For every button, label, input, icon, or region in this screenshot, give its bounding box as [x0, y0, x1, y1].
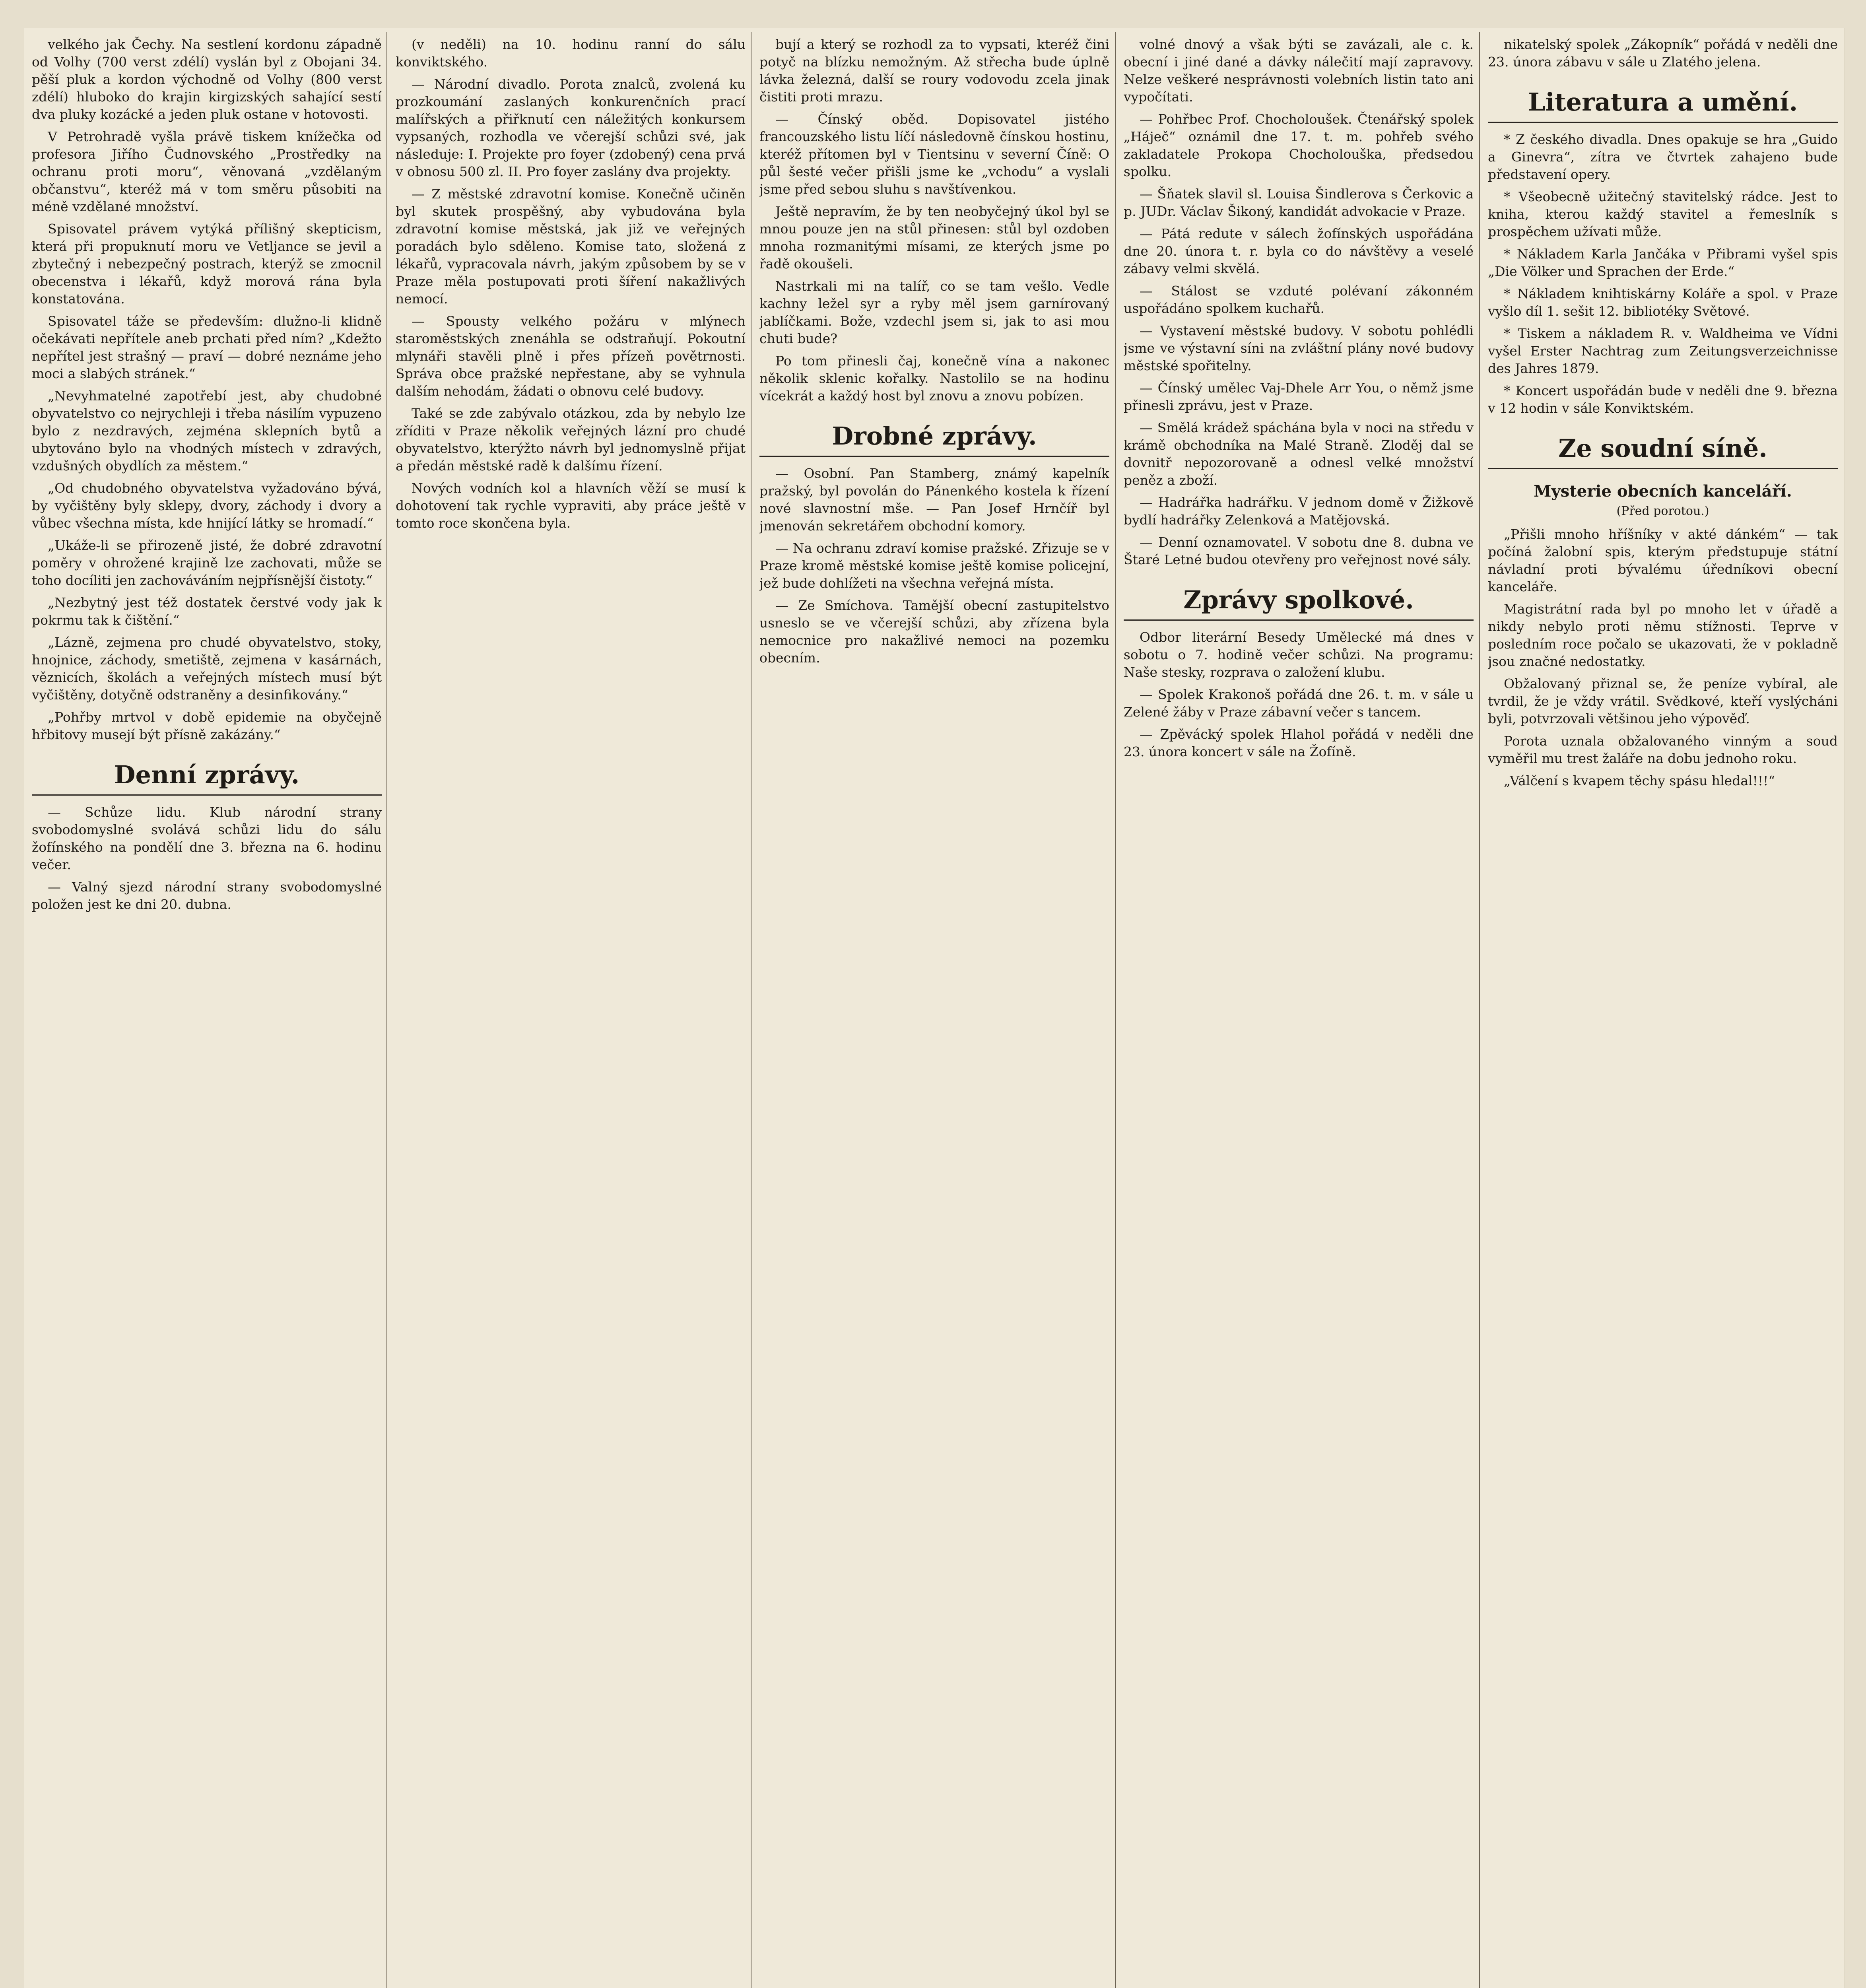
- article-paragraph: — Čínský oběd. Dopisovatel jistého francouzského listu líčí následovně čínskou hostinu, kteréž přítomen byl v Tientsinu v severní Číně: O půl šesté večer přišli jsme ke „vchodu“ a vyslali jsme před sebou sluhu s navštívenkou.: [759, 111, 1109, 197]
- article-paragraph: Spisovatel táže se především: dlužno-li klidně očekávati nepřítele aneb prchati před ním? „Kdežto nepřítel jest strašný — praví — dobré neznáme jeho moci a slabých stránek.“: [32, 313, 382, 381]
- article-paragraph: — Ze Smíchova. Tamější obecní zastupitelstvo usneslo se ve včerejší schůzi, aby zřízena byla nemocnice pro nakažlivé nemoci na pozemku obecním.: [759, 598, 1109, 666]
- article-paragraph: * Koncert uspořádán bude v neděli dne 9. března v 12 hodin v sále Konviktském.: [1488, 383, 1838, 416]
- article-paragraph: * Nákladem knihtiskárny Koláře a spol. v Praze vyšlo díl 1. sešit 12. bibliotéky Světové.: [1488, 286, 1838, 319]
- article-paragraph: Porota uznala obžalovaného vinným a soud vyměřil mu trest žaláře na dobu jednoho roku.: [1488, 733, 1838, 766]
- article-paragraph: — Spolek Krakonoš pořádá dne 26. t. m. v sále u Zelené žáby v Praze zábavní večer s tancem.: [1124, 687, 1474, 720]
- article-paragraph: — Národní divadlo. Porota znalců, zvolená ku prozkoumání zaslaných konkurenčních prací malířských a přiřknutí cen náležitých konkursem vypsaných, rozhodla ve včerejší schůzi své, jak následuje: I. Projekte pro foyer (zdobený) cena prvá v obnosu 500 zl. II. Pro foyer zaslány dva projekty.: [396, 76, 746, 179]
- article-paragraph: „Lázně, zejmena pro chudé obyvatelstvo, stoky, hnojnice, záchody, smetiště, zejmena v kasárnách, věznicích, školách a veřejných místech musí být vyčištěny, dotyčně odstraněny a desinfikovány.“: [32, 635, 382, 703]
- article-paragraph: „Ukáže-li se přirozeně jisté, že dobré zdravotní poměry v ohrožené krajině lze zachovati, může se toho docíliti jen zachováváním nejpřísnější čistoty.“: [32, 538, 382, 588]
- article-paragraph: — Spousty velkého požáru v mlýnech staroměstských znenáhla se odstraňují. Pokoutní mlynáři stavěli plně i přes přízeň povětrnosti. Správa obce pražské nepřestane, aby se vyhnula dalším nehodám, žádati o obnovu celé budovy.: [396, 313, 746, 399]
- article-paragraph: Nových vodních kol a hlavních věží se musí k dohotovení tak rychle vypraviti, aby práce ještě v tomto roce skončena byla.: [396, 480, 746, 531]
- article-paragraph: — Denní oznamovatel. V sobotu dne 8. dubna ve Štaré Letné budou otevřeny pro veřejnost nové sály.: [1124, 534, 1474, 567]
- article-paragraph: „Od chudobného obyvatelstva vyžadováno bývá, by vyčištěny byly sklepy, dvory, záchody i dvory a vůbec všechna místa, kde hnijící látky se hromadí.“: [32, 480, 382, 531]
- article-paragraph: nikatelský spolek „Zákopník“ pořádá v neděli dne 23. února zábavu v sále u Zlatého jelena.: [1488, 37, 1838, 70]
- article-paragraph: Po tom přinesli čaj, konečně vína a nakonec několik sklenic kořalky. Nastolilo se na hodinu vícekrát a každý host byl znovu a znovu pobízen.: [759, 353, 1109, 404]
- article-paragraph: * Všeobecně užitečný stavitelský rádce. Jest to kniha, kterou každý stavitel a řemeslník s prospěchem užívati může.: [1488, 189, 1838, 239]
- newspaper-page: [24, 28, 1845, 1988]
- column-4: [1124, 36, 1474, 1988]
- section-heading-drobne-zpravy: Drobné zprávy.: [759, 421, 1109, 457]
- column-2: [396, 36, 746, 1988]
- article-paragraph: „Přišli mnoho hříšníky v akté dánkém“ — tak počíná žalobní spis, kterým předstupuje státní návladní proti bývalému úředníkovi obecní kanceláře.: [1488, 526, 1838, 594]
- column-1: [32, 36, 382, 1988]
- article-paragraph: — Šňatek slavil sl. Louisa Šindlerova s Čerkovic a p. JUDr. Václav Šikoný, kandidát advokacie v Praze.: [1124, 186, 1474, 219]
- article-paragraph: Nastrkali mi na talíř, co se tam vešlo. Vedle kachny ležel syr a ryby měl jsem garnírovaný jablíčkami. Bože, vzdechl jsem si, jak to asi mou chuti bude?: [759, 278, 1109, 346]
- article-paragraph: bují a který se rozhodl za to vypsati, kteréž čini potyč na blízku nemožným. Až střecha bude úplně lávka železná, další se roury vodovodu zcela jinak čistiti proti mrazu.: [759, 37, 1109, 105]
- section-heading-zpravy-spolkove: Zprávy spolkové.: [1124, 584, 1474, 621]
- article-paragraph: — Čínský umělec Vaj-Dhele Arr You, o němž jsme přinesli zprávu, jest v Praze.: [1124, 380, 1474, 413]
- article-paragraph: — Schůze lidu. Klub národní strany svobodomyslné svolává schůzi lidu do sálu žofínského na pondělí dne 3. března na 6. hodinu večer.: [32, 804, 382, 872]
- article-paragraph: V Petrohradě vyšla právě tiskem knížečka od profesora Jiřího Čudnovského „Prostředky na ochranu proti moru“, věnovaná „vzdělaným občanstvu“, kteréž má v tom směru působiti na méně vzdělané množství.: [32, 129, 382, 214]
- article-paragraph: „Pohřby mrtvol v době epidemie na obyčejně hřbitovy musejí být přísně zakázány.“: [32, 709, 382, 742]
- article-paragraph: Ještě nepravím, že by ten neobyčejný úkol byl se mnou pouze jen na stůl přinesen: stůl byl ozdoben mnoha rozmanitými mísami, ze kterých jsme po řadě okoušeli.: [759, 204, 1109, 272]
- article-paragraph: * Nákladem Karla Jančáka v Přibrami vyšel spis „Die Völker und Sprachen der Erde.“: [1488, 246, 1838, 279]
- column-rule: [1479, 32, 1480, 1988]
- article-paragraph: „Nezbytný jest též dostatek čerstvé vody jak k pokrmu tak k čištění.“: [32, 595, 382, 628]
- article-paragraph: „Válčení s kvapem těchy spásu hledal!!!“: [1504, 773, 1775, 788]
- article-paragraph: — Zpěvácký spolek Hlahol pořádá v neděli dne 23. února koncert v sále na Žofíně.: [1124, 726, 1474, 759]
- article-paragraph: Odbor literární Besedy Umělecké má dnes v sobotu o 7. hodině večer schůzi. Na programu: Naše stesky, rozprava o založení klubu.: [1124, 629, 1474, 680]
- article-paragraph: velkého jak Čechy. Na sestlení kordonu západně od Volhy (700 verst zdélí) vyslán byl z Obojani 34. pěší pluk a kordon východně od Volhy (800 verst zdélí) hluboko do krajin kirgizských sahající sestí dva pluky kozácké a jeden pluk ostane v hotovosti.: [32, 37, 382, 122]
- article-subtitle: (Před porotou.): [1616, 504, 1709, 518]
- article-paragraph: — Hadrářka hadrářku. V jednom domě v Žižkově bydlí hadrářky Zelenková a Matějovská.: [1124, 495, 1474, 528]
- section-heading-literatura: Literatura a umění.: [1488, 87, 1838, 123]
- section-heading-denni-zpravy: Denní zprávy.: [32, 759, 382, 796]
- article-paragraph: — Valný sjezd národní strany svobodomyslné položen jest ke dni 20. dubna.: [32, 879, 382, 912]
- article-title: Mysterie obecních kanceláří.: [1534, 482, 1792, 501]
- article-paragraph: — Vystavení městské budovy. V sobotu pohlédli jsme ve výstavní síni na zvláštní plány nové budovy městské spořitelny.: [1124, 323, 1474, 373]
- article-paragraph: Magistrátní rada byl po mnoho let v úřadě a nikdy nebylo proti němu stížnosti. Teprve v posledním roce počalo se ukazovati, že v pokladně jsou značné nedostatky.: [1488, 601, 1838, 669]
- article-paragraph: — Osobní. Pan Stamberg, známý kapelník pražský, byl povolán do Pánenkého kostela k řízení nové slavnostní mše. — Pan Josef Hrnčíř byl jmenován sekretářem obchodní komory.: [759, 466, 1109, 534]
- article-paragraph: — Smělá krádež spáchána byla v noci na středu v krámě obchodníka na Malé Straně. Zloděj dal se dovnitř nepozorovaně a odnesl velké množství peněz a zboží.: [1124, 420, 1474, 488]
- column-3: [759, 36, 1109, 1988]
- column-rule: [1115, 32, 1116, 1988]
- column-5: [1488, 36, 1838, 1988]
- article-paragraph: „Nevyhmatelné zapotřebí jest, aby chudobné obyvatelstvo co nejrychleji i třeba násilím vypuzeno bylo z nezdravých, zejména sklepních bytů a ubytováno bylo na vhodných místech v zdravých, vzdušných obydlích za městem.“: [32, 388, 382, 474]
- article-paragraph: Také se zde zabývalo otázkou, zda by nebylo lze zříditi v Praze několik veřejných lázní pro chudé obyvatelstvo, kterýžto návrh byl jednomyslně přijat a předán městské radě k dalšímu řízení.: [396, 406, 746, 474]
- section-heading-soudni-sin: Ze soudní síně.: [1488, 433, 1838, 469]
- article-paragraph: * Z českého divadla. Dnes opakuje se hra „Guido a Ginevra“, zítra ve čtvrtek zahajeno bude představení opery.: [1488, 132, 1838, 182]
- article-paragraph: volné dnový a však býti se zavázali, ale c. k. obecní i jiné dané a dávky nálečití mají zapravovy. Nelze veškeré nesprávnosti volebních listin tato ani vypočítati.: [1124, 37, 1474, 105]
- column-rule: [386, 32, 387, 1988]
- article-paragraph: — Na ochranu zdraví komise pražské. Zřizuje se v Praze kromě městské komise ještě komise policejní, jež bude dohlížeti na všechna veřejná místa.: [759, 540, 1109, 591]
- article-paragraph: Spisovatel právem vytýká přílišný skepticism, která při propuknutí moru ve Vetljance se jevil a zbytečný i nebezpečný postrach, kterýž se zmocnil obecenstva i lékařů, když morová rána byla konstatována.: [32, 221, 382, 307]
- article-paragraph: — Pohřbec Prof. Chocholoušek. Čtenářský spolek „Háječ“ oznámil dne 17. t. m. pohřeb svého zakladatele Prokopa Chocholouška, předsedou spolku.: [1124, 111, 1474, 179]
- article-paragraph: * Tiskem a nákladem R. v. Waldheima ve Vídni vyšel Erster Nachtrag zum Zeitungsverzeichnisse des Jahres 1879.: [1488, 326, 1838, 376]
- article-paragraph: — Stálost se vzduté polévaní zákonném uspořádáno spolkem kuchařů.: [1124, 283, 1474, 316]
- article-paragraph: — Z městské zdravotní komise. Konečně učiněn byl skutek prospěšný, aby vybudována byla zdravotní komise městská, jak již ve veřejných poradách bylo sděleno. Komise tato, složená z lékařů, vypracovala návrh, jakým způsobem by se v Praze měla postupovati proti šíření nakažlivých nemocí.: [396, 186, 746, 307]
- article-paragraph: (v neděli) na 10. hodinu ranní do sálu konviktského.: [396, 37, 746, 70]
- article-paragraph: — Pátá redute v sálech žofínských uspořádána dne 20. února t. r. byla co do návštěvy a veselé zábavy velmi skvělá.: [1124, 226, 1474, 276]
- article-paragraph: Obžalovaný přiznal se, že peníze vybíral, ale tvrdil, že je vždy vrátil. Svědkové, kteří vyslýcháni byli, potvrzovali většinou jeho výpověď.: [1488, 676, 1838, 726]
